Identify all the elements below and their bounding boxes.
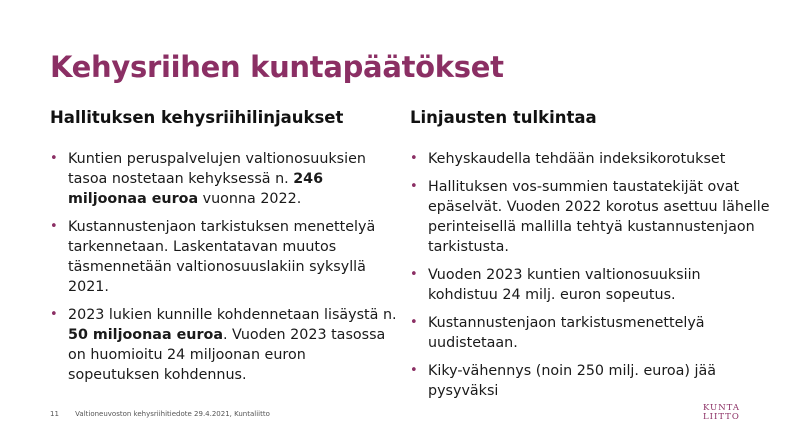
left-column — [50, 108, 400, 393]
kuntaliitto-logo: KUNTA LIITTO — [703, 403, 740, 422]
left-bullet: • Kuntien peruspalvelujen valtionosuuksien tasoa nostetaan kehyksessä n. 246 miljoonaa euroa vuonna 2022. — [50, 149, 400, 209]
right-column — [410, 108, 770, 409]
right-bullet: • Kehyskaudella tehdään indeksikorotukset — [410, 149, 770, 169]
left-bullet: • 2023 lukien kunnille kohdennetaan lisäystä n. 50 miljoonaa euroa. Vuoden 2023 tasossa on huomioitu 24 miljoonan euron sopeutuksen kohdennus. — [50, 305, 400, 385]
right-bullet: • Kiky-vähennys (noin 250 milj. euroa) jää pysyväksi — [410, 361, 770, 401]
slide-footer — [50, 410, 284, 418]
footer-source: Valtioneuvoston kehysriihitiedote 29.4.2021, Kuntaliitto — [75, 410, 270, 418]
page-number: 11 — [50, 410, 59, 418]
left-bullet-list — [50, 149, 400, 385]
left-bullet: • Kustannustenjaon tarkistuksen menettelyä tarkennetaan. Laskentatavan muutos täsmennetään valtionosuuslakiin syksyllä 2021. — [50, 217, 400, 297]
left-heading: Hallituksen kehysriihilinjaukset — [50, 108, 344, 127]
right-bullet-list — [410, 149, 770, 401]
right-bullet: • Vuoden 2023 kuntien valtionosuuksiin kohdistuu 24 milj. euron sopeutus. — [410, 265, 770, 305]
slide-title: Kehysriihen kuntapäätökset — [50, 50, 504, 84]
right-heading: Linjausten tulkintaa — [410, 108, 597, 127]
right-bullet: • Hallituksen vos-summien taustatekijät ovat epäselvät. Vuoden 2022 korotus asettuu lähelle perinteisellä mallilla tehtyä kustannustenjaon tarkistusta. — [410, 177, 770, 257]
right-bullet: • Kustannustenjaon tarkistusmenettelyä uudistetaan. — [410, 313, 770, 353]
